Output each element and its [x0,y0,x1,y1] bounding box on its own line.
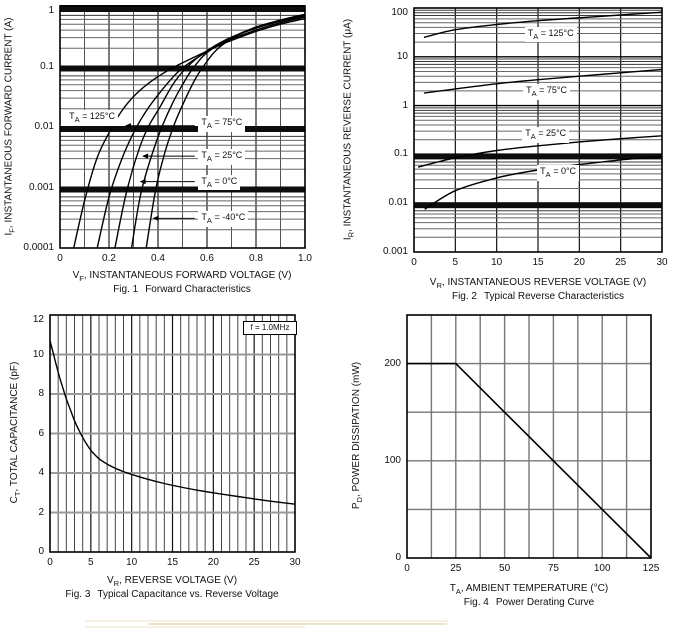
fig2-y-axis-title: $I_R$, INSTANTANEOUS REVERSE CURRENT (μA) [342,18,356,241]
y-tick-label: 0 [38,546,44,557]
y-tick-label: 0.001 [28,181,54,193]
y-tick-label: 6 [38,427,44,439]
fig4-x-axis-title: $T_A$, AMBIENT TEMPERATURE (°C) [449,583,609,596]
y-tick-label: 1 [402,99,408,111]
fig3-caption: Fig. 3 Typical Capacitance vs. Reverse Voltage [65,589,279,600]
x-tick-label: 15 [532,257,544,268]
x-tick-label: 5 [88,557,94,568]
x-tick-label: 5 [452,257,459,268]
x-tick-label: 0.8 [249,253,263,264]
fig2-caption: Fig. 2 Typical Reverse Characteristics [451,291,625,302]
curve-label: $T_A = -40^\circ C$ [198,211,248,227]
curve-label: $T_A = 125^\circ C$ [525,27,577,43]
x-tick-label: 100 [593,563,611,574]
x-tick-label: 0.4 [151,253,165,264]
y-tick-label: 0 [395,552,401,563]
x-tick-label: 20 [207,557,219,568]
fig3-frequency-annotation: f = 1.0MHz [243,321,297,335]
x-tick-label: 25 [450,563,462,574]
x-tick-label: 25 [248,557,260,568]
y-tick-label: 10 [32,348,44,360]
highlight-strip [85,620,448,622]
y-tick-label: 0.001 [382,246,408,257]
x-tick-label: 0 [57,253,63,264]
x-tick-label: 0 [404,563,410,574]
curve-label: $T_A = 25^\circ C$ [198,149,245,165]
fig3-y-axis-title: $C_T$, TOTAL CAPACITANCE (pF) [9,361,22,504]
y-tick-label: 0.0001 [23,242,54,253]
x-tick-label: 30 [289,557,301,568]
x-tick-label: 75 [547,563,559,574]
y-tick-label: 100 [391,7,408,18]
x-tick-label: 1.0 [298,253,312,264]
y-tick-label: 4 [38,467,44,478]
y-tick-label: 12 [32,314,44,325]
fig3-x-axis-title: $V_R$, REVERSE VOLTAGE (V) [106,575,238,588]
curve-label: $T_A = 0^\circ C$ [537,165,579,181]
fig1-x-axis-title: $V_F$, INSTANTANEOUS FORWARD VOLTAGE (V) [72,270,292,283]
fig4-y-axis-title: $P_D$, POWER DISSIPATION (mW) [351,361,364,510]
y-tick-label: 200 [384,357,401,369]
fig4-caption: Fig. 4 Power Derating Curve [463,597,595,608]
y-tick-label: 0.01 [34,121,54,132]
y-tick-label: 2 [38,506,44,518]
x-tick-label: 10 [126,557,138,568]
highlight-strip [148,623,447,625]
y-tick-label: 1 [48,5,54,16]
y-tick-label: 0.1 [394,148,408,160]
fig1-caption: Fig. 1 Forward Characteristics [113,284,251,295]
curve-label: $T_A = 125^\circ C$ [66,110,118,126]
x-tick-label: 30 [656,257,668,268]
curve-label: $T_A = 75^\circ C$ [198,116,245,132]
fig2-x-axis-title: $V_R$, INSTANTANEOUS REVERSE VOLTAGE (V) [429,277,647,290]
highlight-strip [85,626,305,628]
x-tick-label: 125 [642,563,660,574]
curve-label: $T_A = 25^\circ C$ [522,127,569,143]
x-tick-label: 0 [411,257,417,268]
y-tick-label: 0.01 [388,197,408,209]
x-tick-label: 15 [166,557,179,568]
x-tick-label: 0 [47,557,53,568]
x-tick-label: 25 [615,257,627,268]
x-tick-label: 50 [499,563,511,574]
fig1-y-axis-title: $I_F$, INSTANTANEOUS FORWARD CURRENT (A) [3,17,17,236]
curve-label: $T_A = 75^\circ C$ [523,84,570,100]
y-tick-label: 0.1 [40,60,54,72]
y-tick-label: 8 [38,388,44,399]
x-tick-label: 0.2 [102,253,116,264]
x-tick-label: 0.6 [200,253,214,264]
curve-label: $T_A = 0^\circ C$ [198,175,240,191]
y-tick-label: 100 [384,454,401,466]
x-tick-label: 20 [573,257,585,268]
x-tick-label: 10 [491,257,503,268]
y-tick-label: 10 [396,50,408,62]
